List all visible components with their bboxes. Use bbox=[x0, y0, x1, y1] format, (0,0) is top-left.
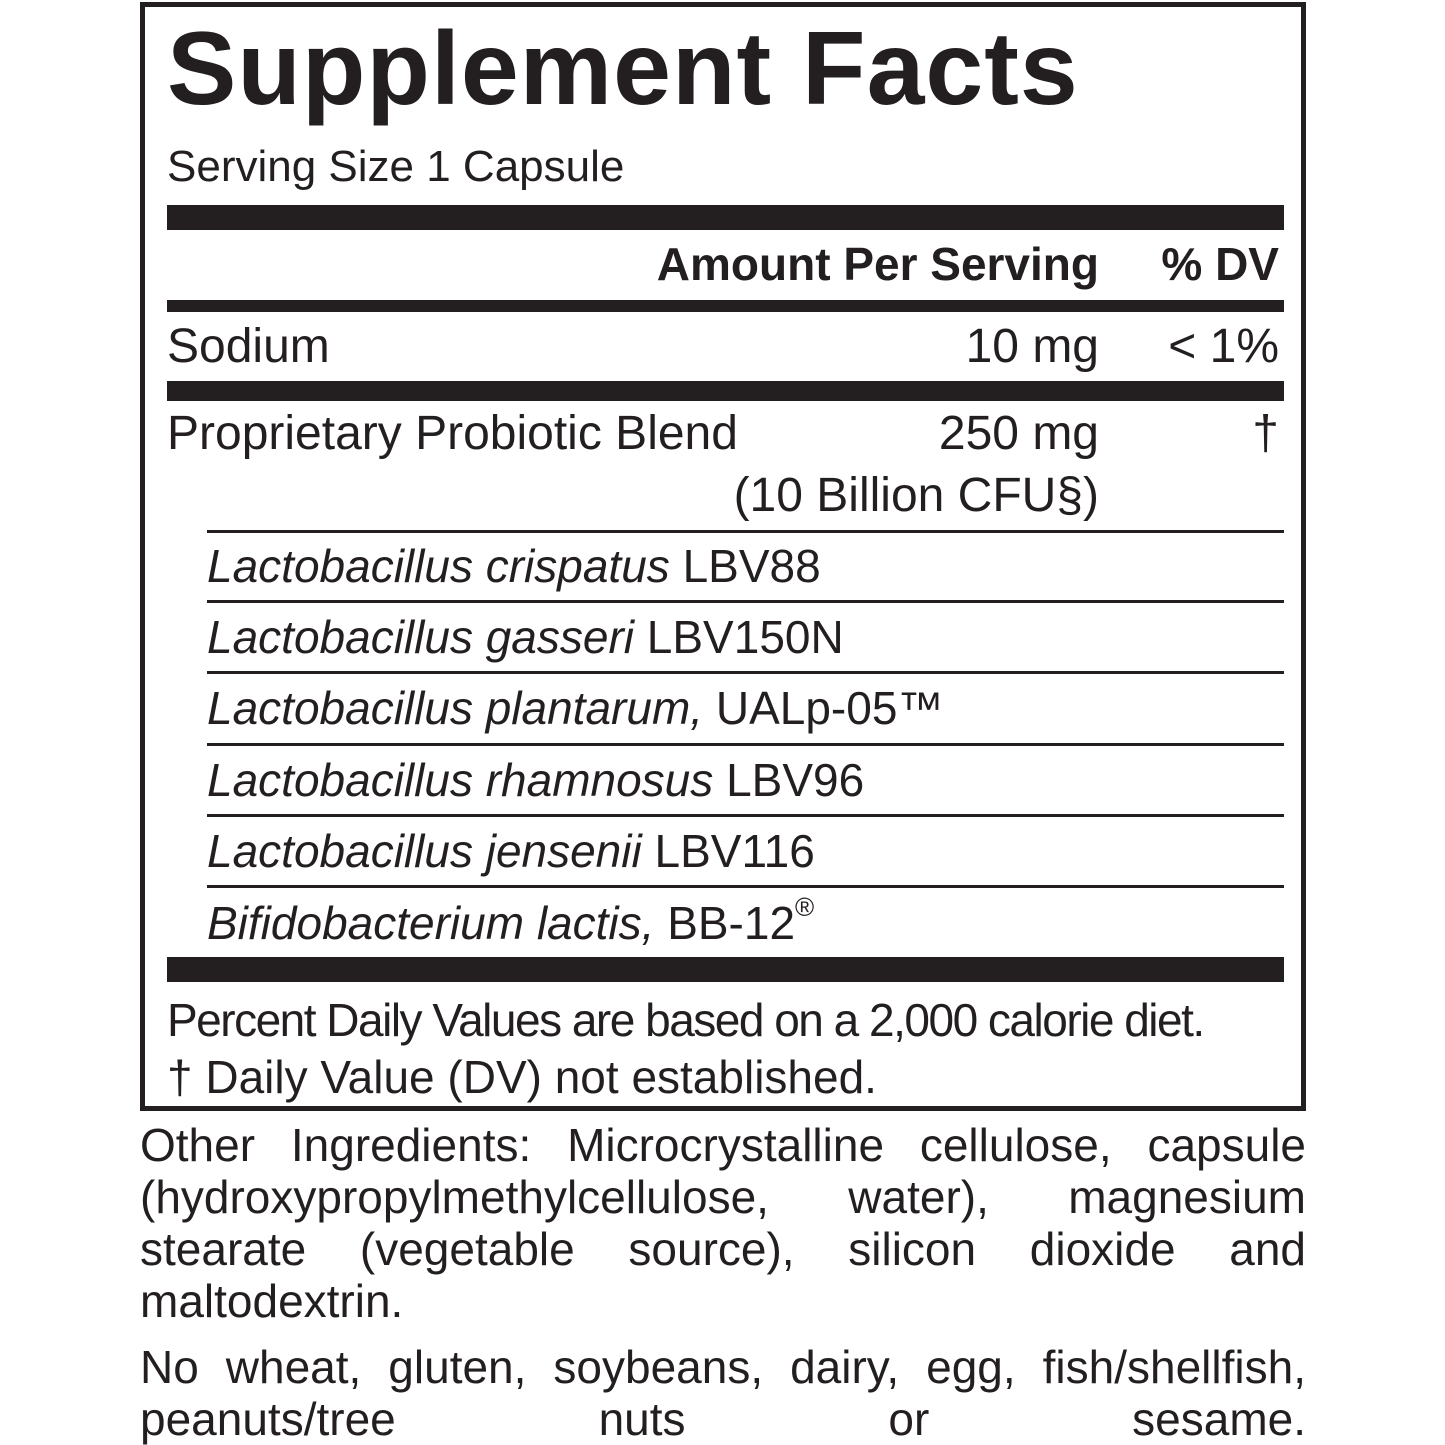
blend-dv: † bbox=[1252, 407, 1279, 460]
strain-divider bbox=[207, 671, 1284, 674]
strain-code: LBV150N bbox=[646, 611, 844, 663]
serving-size: Serving Size 1 Capsule bbox=[167, 142, 625, 191]
strain-divider bbox=[207, 814, 1284, 817]
thick-divider bbox=[167, 205, 1284, 230]
sodium-amount: 10 mg bbox=[965, 320, 1099, 373]
strain-species: Bifidobacterium lactis, bbox=[207, 897, 655, 949]
strain-row bbox=[207, 682, 944, 734]
strain-row bbox=[207, 892, 815, 949]
blend-name: Proprietary Probiotic Blend bbox=[167, 407, 738, 460]
sodium-dv: < 1% bbox=[1168, 320, 1279, 373]
strain-code: LBV88 bbox=[682, 540, 821, 592]
dv-header: % DV bbox=[1161, 238, 1279, 290]
strain-code: LBV116 bbox=[654, 825, 815, 877]
strain-divider bbox=[207, 600, 1284, 603]
strain-species: Lactobacillus rhamnosus bbox=[207, 754, 714, 806]
strain-row bbox=[207, 611, 844, 663]
blend-cfu: (10 Billion CFU§) bbox=[733, 469, 1099, 522]
strain-row bbox=[207, 825, 815, 877]
daily-value-footnote: Percent Daily Values are based on a 2,000 calorie diet. bbox=[167, 994, 1204, 1046]
strain-divider bbox=[207, 530, 1284, 533]
strain-divider bbox=[207, 743, 1284, 746]
medium-divider bbox=[167, 300, 1284, 312]
strain-code: UALp-05™ bbox=[715, 682, 944, 734]
sodium-name: Sodium bbox=[167, 320, 330, 373]
panel-title: Supplement Facts bbox=[167, 11, 1079, 127]
strain-code: BB-12 bbox=[667, 897, 796, 949]
strain-species: Lactobacillus plantarum, bbox=[207, 682, 704, 734]
dagger-footnote: † Daily Value (DV) not established. bbox=[167, 1051, 877, 1103]
strain-row bbox=[207, 754, 865, 806]
strain-divider bbox=[207, 885, 1284, 888]
strain-species: Lactobacillus gasseri bbox=[207, 611, 635, 663]
strain-row bbox=[207, 540, 821, 592]
supplement-facts-panel bbox=[140, 2, 1306, 1111]
registered-mark: ® bbox=[795, 892, 815, 922]
strain-species: Lactobacillus jensenii bbox=[207, 825, 642, 877]
other-ingredients: Other Ingredients: Microcrystalline cellulose, capsule (hydroxypropylmethylcellulose, water), magnesium stearate (vegetable source), silicon dioxide and maltodextrin. bbox=[140, 1119, 1306, 1327]
thick-divider bbox=[167, 957, 1284, 982]
strain-code: LBV96 bbox=[726, 754, 865, 806]
blend-amount: 250 mg bbox=[938, 407, 1099, 460]
amount-per-serving-header: Amount Per Serving bbox=[656, 238, 1099, 290]
allergen-statement: No wheat, gluten, soybeans, dairy, egg, fish/shellfish, peanuts/tree nuts or sesame. bbox=[140, 1341, 1306, 1445]
strain-species: Lactobacillus crispatus bbox=[207, 540, 670, 592]
thick-divider bbox=[167, 381, 1284, 401]
